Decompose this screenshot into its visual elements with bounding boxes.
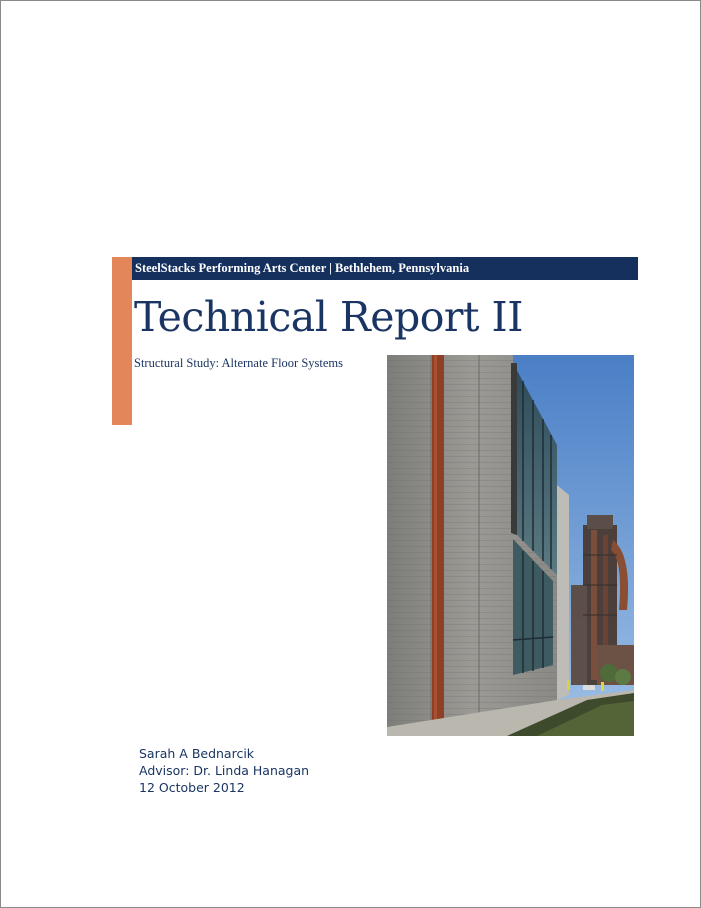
accent-bar <box>112 257 132 425</box>
report-title: Technical Report II <box>134 293 523 341</box>
author-block <box>139 745 309 796</box>
report-date: 12 October 2012 <box>139 780 245 795</box>
author-name: Sarah A Bednarcik <box>139 746 255 761</box>
advisor-name: Advisor: Dr. Linda Hanagan <box>139 763 310 778</box>
header-band: SteelStacks Performing Arts Center | Bethlehem, Pennsylvania <box>132 257 638 280</box>
cover-photo <box>387 355 634 736</box>
report-subtitle: Structural Study: Alternate Floor Systems <box>134 356 344 370</box>
